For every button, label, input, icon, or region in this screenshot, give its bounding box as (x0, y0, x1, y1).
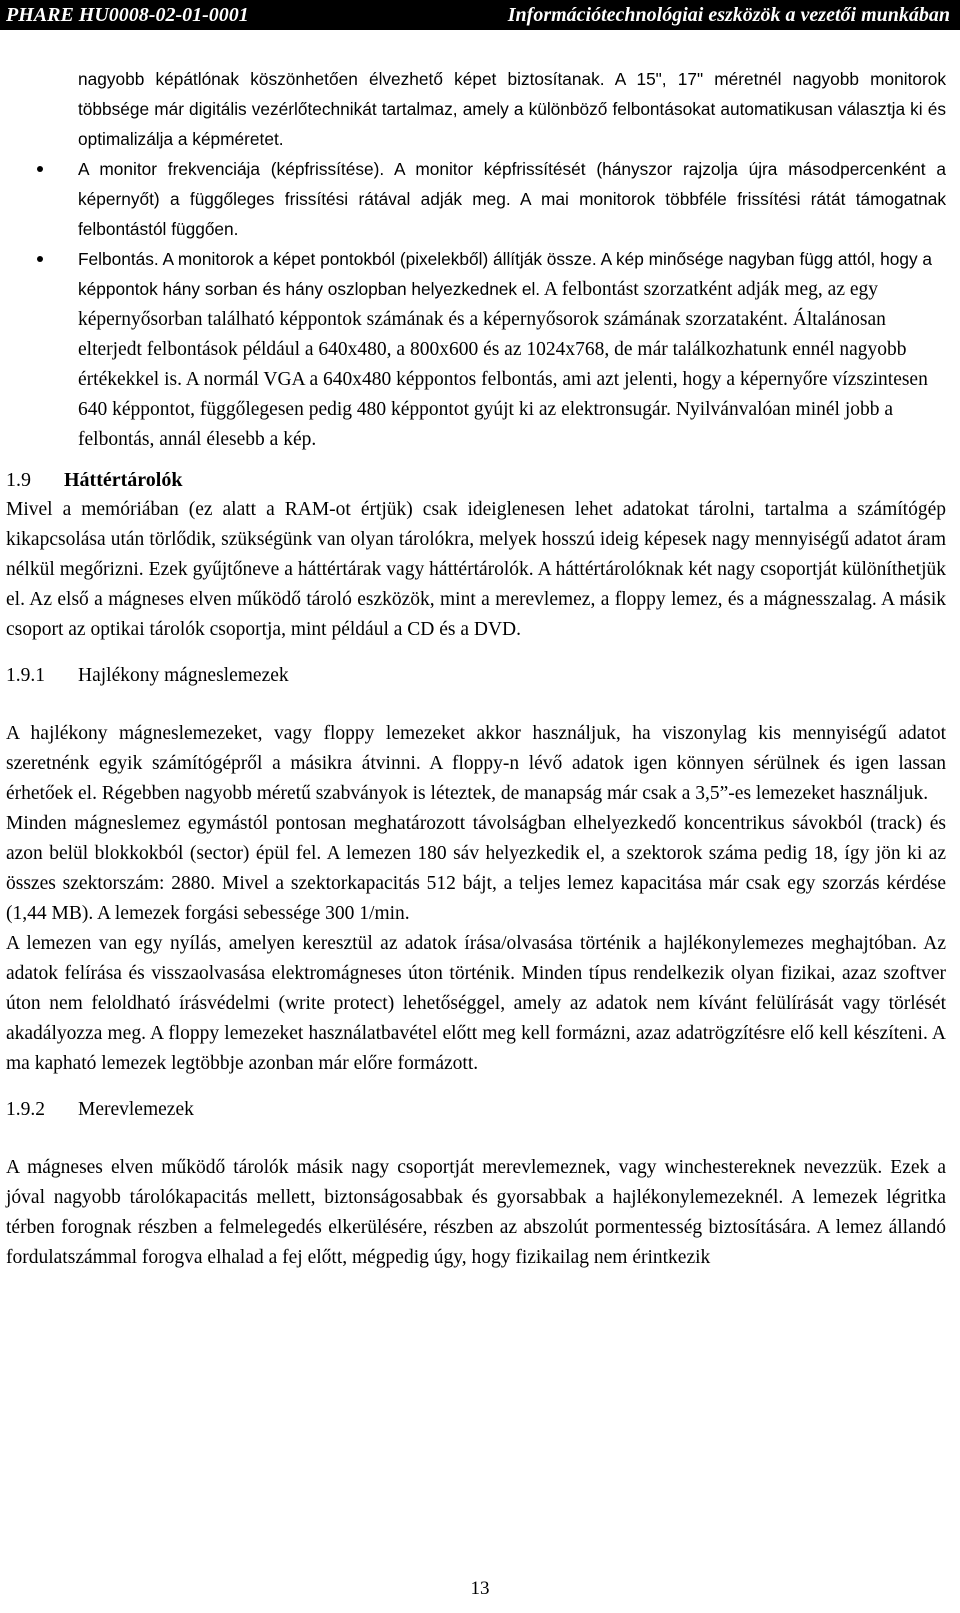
section-title: Hajlékony mágneslemezek (78, 665, 289, 686)
section-heading-1-9-1 (6, 661, 946, 691)
page-number: 13 (470, 1578, 490, 1599)
bullet-resolution-lead: Felbontás. A monitorok a képet pontokból (pixelekből) állítják össze. A kép minősége nagyban függ attól, hogy a képpontok hány sorban és hány oszlopban helyezkednek el. (78, 249, 933, 299)
section-1-9-2-paragraph: A mágneses elven működő tárolók másik nagy csoportját merevlemeznek, vagy winchestereknek nevezzük. Ezek a jóval nagyobb tárolókapacitás mellett, biztonságosabbak és gyorsabbak a hajlékonylemezeknél. A lemezek légritka térben forognak részben a felmelegedés elkerülésére, részben az abszolút pormentesség biztosítására. A lemez állandó fordulatszámmal forogva elhalad a fej előtt, mégpedig úgy, hogy fizikailag nem érintkezik (6, 1157, 946, 1268)
section-number: 1.9.2 (6, 1099, 45, 1120)
section-1-9-1-paragraph-3: A lemezen van egy nyílás, amelyen keresztül az adatok írása/olvasása történik a hajlékonylemezes meghajtóban. Az adatok felírása és visszaolvasása elektromágneses úton történik. Minden típus rendelkezik olyan fizikai, azaz szoftver úton nem feloldható írásvédelmi (write protect) lehetőséggel, amely az adatok nem kívánt felülírását vagy törlését akadályozza meg. A floppy lemezeket használatbavétel előtt meg kell formázni, azaz adatrögzítésre elő kell készíteni. A ma kapható lemezek legtöbbje azonban már előre formázott. (6, 933, 946, 1074)
bullet-refresh-rate: A monitor frekvenciája (képfrissítése). A monitor képfrissítését (hányszor rajzolja újra másodpercenként a képernyőt) a függőleges frissítési rátával adják meg. A mai monitorok többféle frissítési rátát támogatnak felbontástól függően. (6, 154, 946, 244)
page-header (0, 0, 960, 30)
section-title: Háttértárolók (64, 469, 183, 491)
section-1-9-paragraph: Mivel a memóriában (ez alatt a RAM-ot értjük) csak ideiglenesen lehet adatokat tárolni, tartalma a számítógép kikapcsolása után törlődik, szükségünk van olyan tárolókra, melyek hosszú ideig képesek nagy mennyiségű adatot áram nélkül megőrizni. Ezek gyűjtőneve a háttértárak vagy háttértárolók. A háttértárolóknak két nagy csoportját különíthetjük el. Az első a mágneses elven működő tároló eszközök, mint a merevlemez, a floppy lemez, és a mágnesszalag. A másik csoport az optikai tárolók csoportja, mint például a CD és a DVD. (6, 499, 946, 640)
header-document-title: Információtechnológiai eszközök a vezetői munkában (507, 4, 950, 26)
header-document-id: PHARE HU0008-02-01-0001 (6, 4, 249, 26)
bullet-resolution-rest: A felbontást szorzatként adják meg, az egy képernyősorban található képpontok számának és a képernyősorok számának szorzataként. Általánosan elterjedt felbontások például a 640x480, a 800x600 és az 1024x768, de már találkozhatunk ennél nagyobb értékekkel is. A normál VGA a 640x480 képpontos felbontás, ami azt jelenti, hogy a képernyőre vízszintesen 640 képpontot, függőlegesen pedig 480 képpontot gyújt ki az elektronsugár. Nyilvánvalóan minél jobb a felbontás, annál élesebb a kép. (78, 279, 928, 450)
intro-continuation: nagyobb képátlónak köszönhetően élvezhető képet biztosítanak. A 15", 17" méretnél nagyobb monitorok többsége már digitális vezérlőtechnikát tartalmaz, amely a különböző felbontásokat automatikusan választja ki és optimalizálja a képméretet. (78, 69, 946, 149)
section-1-9-1-paragraph-1: A hajlékony mágneslemezeket, vagy floppy lemezeket akkor használjuk, ha viszonylag kis mennyiségű adatot szeretnénk egyik számítógépről a másikra átvinni. A floppy-n lévő adatok igen könnyen sérülnek és igen lassan érhetőek el. Régebben nagyobb méretű szabványok is léteztek, de manapság már csak a 3,5”-es lemezeket használjuk. (6, 723, 946, 804)
page-content (6, 64, 946, 1273)
section-1-9-1-paragraph-2: Minden mágneslemez egymástól pontosan meghatározott távolságban elhelyezkedő koncentrikus sávokból (track) és azon belül blokkokból (sector) épül fel. A lemezen 180 sáv helyezkedik el, a szektorok száma pedig 18, így jön ki az összes szektorszám: 2880. Mivel a szektorkapacitás 512 bájt, a teljes lemez kapacitása már csak egy szorzás kérdése (1,44 MB). A lemezek forgási sebessége 300 1/min. (6, 813, 946, 924)
section-heading-1-9 (6, 465, 946, 495)
section-number: 1.9.1 (6, 665, 45, 686)
bullet-resolution (6, 244, 946, 455)
section-heading-1-9-2 (6, 1095, 946, 1125)
section-number: 1.9 (6, 469, 31, 491)
section-title: Merevlemezek (78, 1099, 194, 1120)
